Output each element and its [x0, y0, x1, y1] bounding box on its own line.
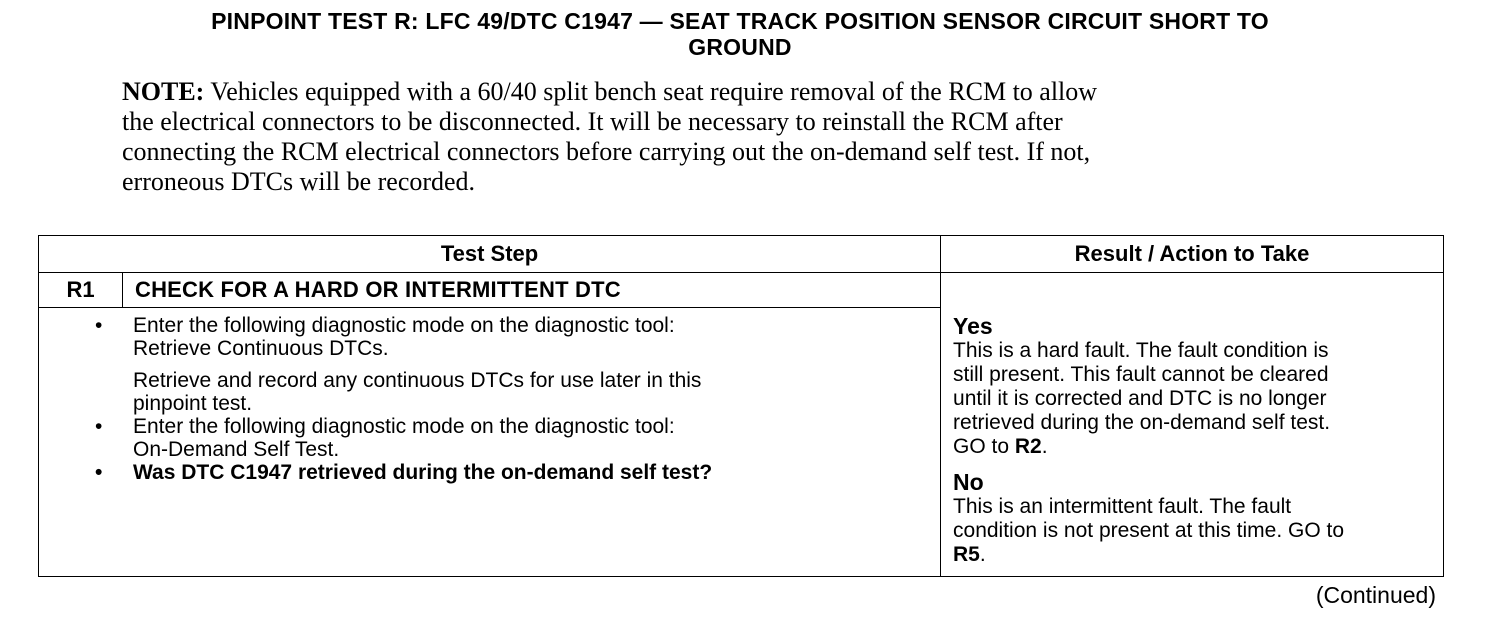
result-yes-line-1: This is a hard fault. The fault condition is [953, 339, 1329, 362]
header-test-step: Test Step [39, 236, 941, 273]
bullet-2-line-2: On-Demand Self Test. [133, 438, 340, 461]
result-no-goto-suffix: . [979, 543, 986, 566]
title-line-1: PINPOINT TEST R: LFC 49/DTC C1947 — SEAT TRACK POSITION SENSOR CIRCUIT SHORT TO [211, 8, 1269, 34]
result-yes-line-4: retrieved during the on-demand self test. [953, 411, 1331, 434]
header-result-action: Result / Action to Take [941, 236, 1444, 273]
note-label: NOTE: [122, 77, 205, 106]
step-list [39, 314, 940, 484]
step-id: R1 [39, 273, 123, 308]
list-item [133, 415, 940, 461]
bullet-1-line-1: • Enter the following diagnostic mode on the diagnostic tool: [133, 314, 675, 337]
step-title: CHECK FOR A HARD OR INTERMITTENT DTC [123, 273, 941, 308]
bullet-1-sub-line-1: Retrieve and record any continuous DTCs for use later in this [133, 369, 702, 392]
result-yes-line-3: until it is corrected and DTC is no longer [953, 387, 1327, 410]
result-no-line-1: This is an intermittent fault. The fault [953, 495, 1292, 518]
note-line-1 [122, 77, 1382, 107]
note-line-2: the electrical connectors to be disconnected. It will be necessary to reinstall the RCM after [122, 107, 1063, 136]
note-block [122, 77, 1382, 197]
step-title-row [39, 273, 1444, 308]
result-yes-goto-prefix: GO to [953, 435, 1015, 458]
bullet-1-sub-line-2: pinpoint test. [133, 392, 253, 415]
note-line-4: erroneous DTCs will be recorded. [122, 167, 476, 196]
step-body-cell [39, 308, 941, 577]
result-no-label: No [953, 469, 984, 495]
result-yes-goto-suffix: . [1041, 435, 1048, 458]
note-line-1-text: Vehicles equipped with a 60/40 split bench seat require removal of the RCM to allow [204, 77, 1098, 106]
bullet-2-line-1: • Enter the following diagnostic mode on the diagnostic tool: [133, 415, 675, 438]
result-action-cell [941, 273, 1444, 577]
list-item [133, 314, 940, 415]
bullet-3-question: • Was DTC C1947 retrieved during the on-demand self test? [133, 461, 713, 484]
result-no-line-2: condition is not present at this time. GO to [953, 519, 1345, 542]
bullet-1-line-2: Retrieve Continuous DTCs. [133, 337, 389, 360]
note-line-3: connecting the RCM electrical connectors before carrying out the on-demand self test. If not, [122, 137, 1091, 166]
title-line-2: GROUND [688, 34, 792, 60]
result-yes-goto [953, 435, 1435, 459]
result-yes-line-2: still present. This fault cannot be cleared [953, 363, 1329, 386]
result-yes-label: Yes [953, 313, 993, 339]
page-title [60, 8, 1420, 60]
result-no-goto [953, 543, 1435, 567]
result-yes-goto-target: R2 [1014, 435, 1042, 458]
result-no-goto-target: R5 [953, 543, 980, 566]
table-header-row [39, 236, 1444, 273]
pinpoint-test-table [38, 235, 1444, 577]
continued-label: (Continued) [1315, 582, 1436, 608]
list-item [133, 461, 940, 484]
